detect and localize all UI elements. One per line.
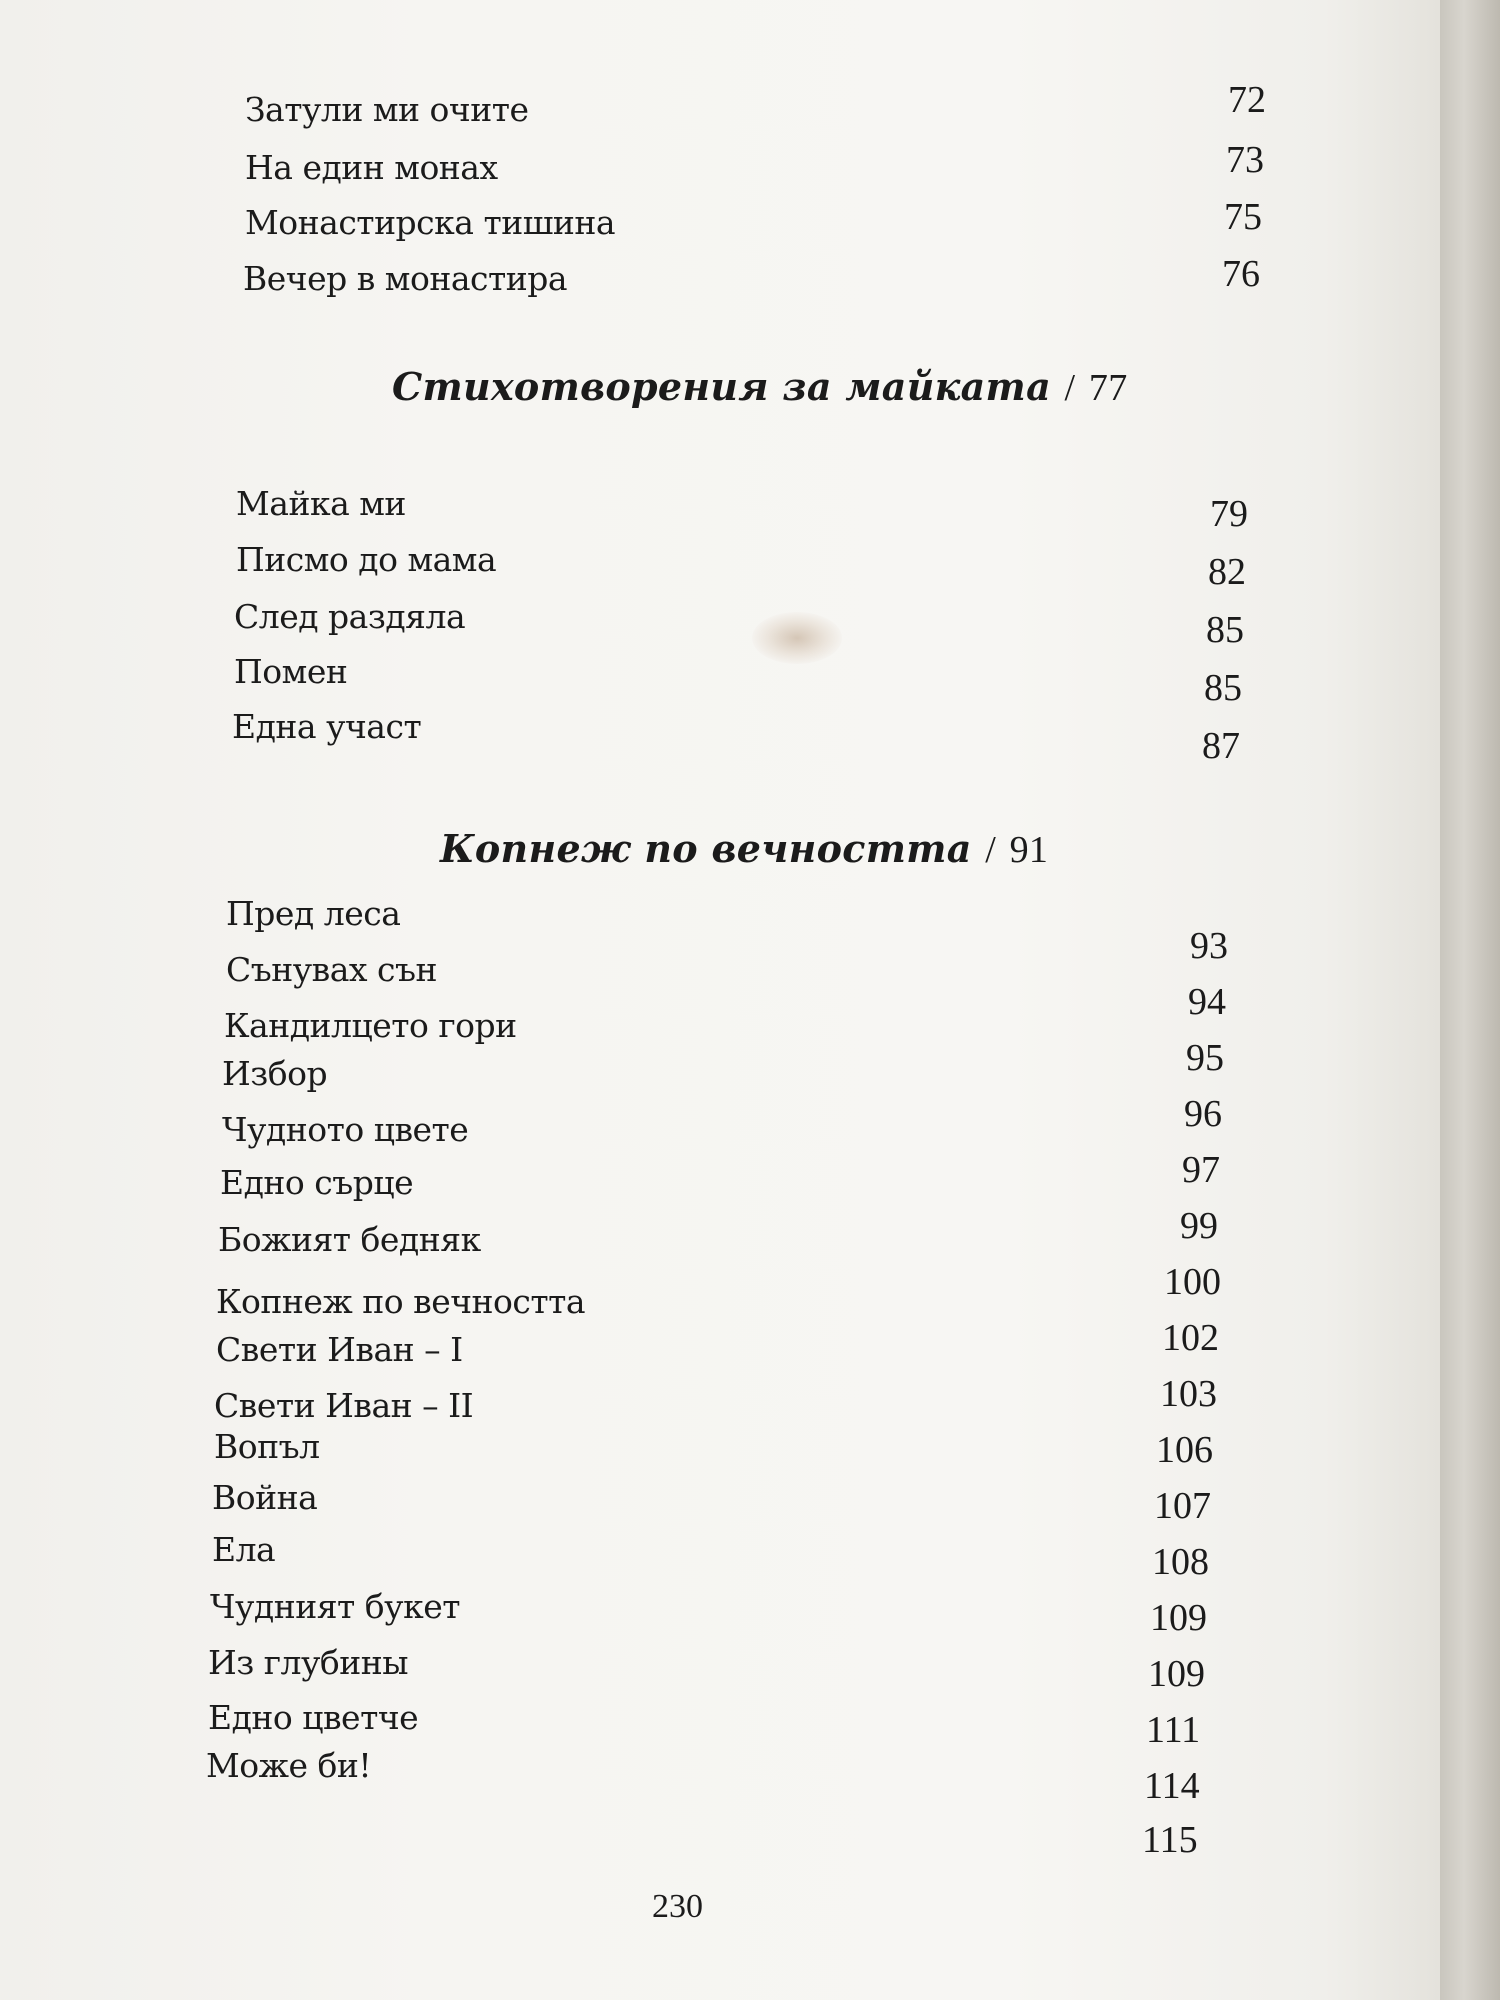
toc-entry-title: Кандилцето гори (224, 1006, 517, 1045)
section-heading (440, 826, 1048, 872)
toc-entry-page: 114 (1144, 1765, 1200, 1807)
section-heading-separator: / (1064, 367, 1076, 409)
toc-entry-page: 75 (1224, 196, 1262, 238)
section-heading-title: Стихотворения за майката (392, 364, 1051, 409)
toc-entry-page: 85 (1204, 667, 1242, 709)
toc-entry-title: Сънувах сън (226, 950, 437, 989)
toc-entry-page: 106 (1156, 1429, 1213, 1471)
toc-entry-page: 109 (1150, 1597, 1207, 1639)
toc-entry-page: 108 (1152, 1541, 1209, 1583)
toc-entry-page: 99 (1180, 1205, 1218, 1247)
toc-entry-page: 111 (1146, 1709, 1201, 1751)
toc-entry-title: Война (212, 1478, 318, 1517)
toc-entry-title: Чудното цвете (222, 1110, 469, 1149)
toc-entry-page: 73 (1226, 139, 1264, 181)
toc-entry-title: Писмо до мама (236, 540, 497, 579)
toc-entry-title: Избор (222, 1054, 328, 1093)
toc-entry-page: 100 (1164, 1261, 1221, 1303)
section-heading-page: 91 (1009, 829, 1049, 871)
toc-entry-title: Затули ми очите (245, 90, 529, 129)
page-number: 230 (652, 1888, 703, 1925)
toc-entry-page: 87 (1202, 725, 1240, 767)
toc-entry-title: Свети Иван – II (214, 1386, 474, 1425)
toc-entry-title: Една участ (232, 707, 422, 746)
toc-entry-title: Помен (234, 652, 348, 691)
toc-entry-title: На един монах (245, 148, 498, 187)
section-heading-title: Копнеж по вечността (440, 826, 972, 871)
toc-entry-title: Едно цветче (208, 1698, 419, 1737)
toc-entry-page: 109 (1148, 1653, 1205, 1695)
toc-entry-page: 103 (1160, 1373, 1217, 1415)
toc-entry-title: След раздяла (234, 597, 466, 636)
toc-entry-title: Майка ми (236, 484, 406, 523)
toc-entry-page: 102 (1162, 1317, 1219, 1359)
toc-entry-title: Ела (212, 1530, 276, 1569)
toc-entry-title: Божият бедняк (218, 1220, 481, 1259)
page-stain (752, 612, 842, 664)
toc-entry-page: 93 (1190, 925, 1228, 967)
toc-entry-title: Може би! (206, 1746, 372, 1785)
toc-entry-page: 96 (1184, 1093, 1222, 1135)
toc-entry-title: Вопъл (214, 1427, 320, 1466)
toc-entry-page: 82 (1208, 551, 1246, 593)
toc-entry-title: Копнеж по вечността (216, 1282, 586, 1321)
section-heading-page: 77 (1088, 367, 1128, 409)
toc-entry-page: 107 (1154, 1485, 1211, 1527)
toc-entry-title: Свети Иван – I (216, 1330, 463, 1369)
toc-entry-title: Чудният букет (210, 1587, 460, 1626)
page-edge-shadow (1440, 0, 1500, 2000)
toc-entry-page: 115 (1142, 1819, 1198, 1861)
toc-entry-title: Вечер в монастира (243, 259, 568, 298)
toc-entry-page: 72 (1228, 79, 1266, 121)
section-heading-separator: / (985, 829, 997, 871)
toc-entry-title: Едно сърце (220, 1163, 414, 1202)
toc-entry-title: Монастирска тишина (245, 203, 616, 242)
toc-entry-page: 76 (1222, 253, 1260, 295)
toc-entry-title: Из глубины (208, 1643, 409, 1682)
toc-entry-page: 85 (1206, 609, 1244, 651)
toc-entry-page: 97 (1182, 1149, 1220, 1191)
toc-entry-title: Пред леса (226, 894, 401, 933)
section-heading (392, 364, 1128, 410)
toc-entry-page: 94 (1188, 981, 1226, 1023)
toc-entry-page: 95 (1186, 1037, 1224, 1079)
toc-entry-page: 79 (1210, 493, 1248, 535)
